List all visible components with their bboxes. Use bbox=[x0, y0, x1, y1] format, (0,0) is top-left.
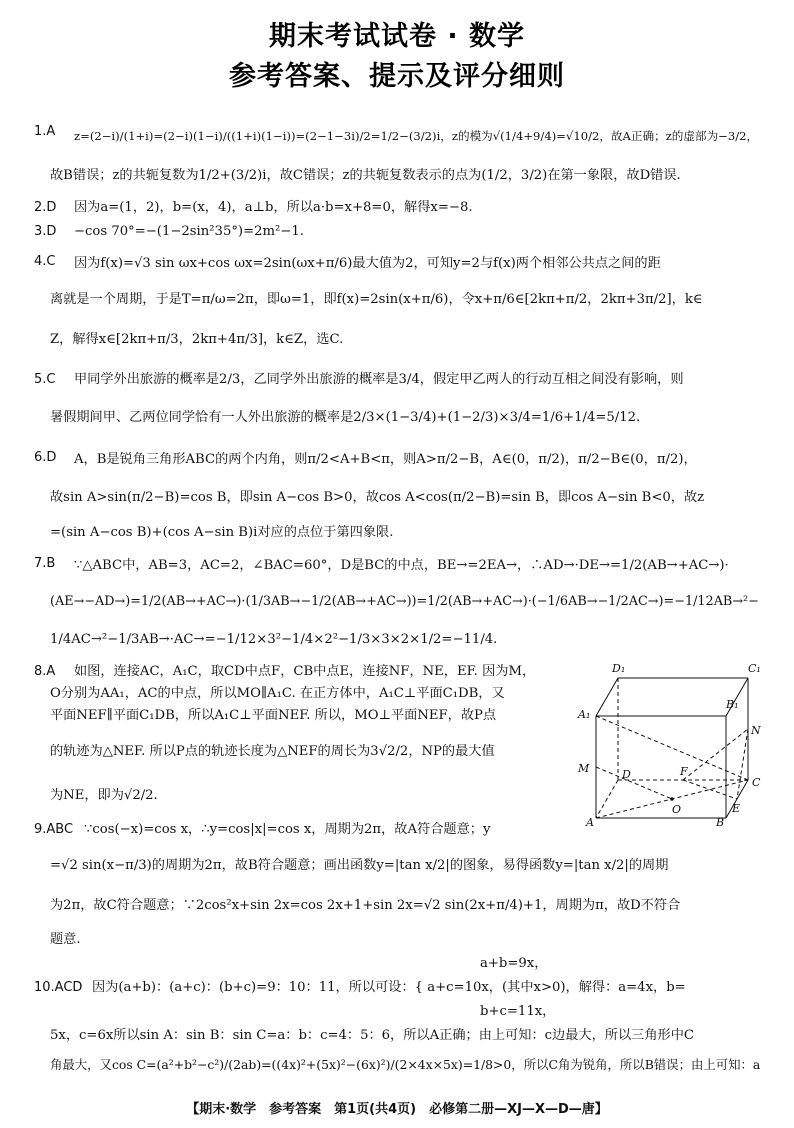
item-line: 为NE，即为√2/2. bbox=[50, 788, 158, 803]
item-line: 因为a=(1，2)，b=(x，4)，a⊥b，所以a·b=x+8=0，解得x=−8. bbox=[74, 200, 473, 215]
item-line: 故sin A>sin(π/2−B)=cos B，即sin A−cos B>0，故cos A<cos(π/2−B)=sin B，即cos A−sin B<0，故z bbox=[50, 490, 705, 505]
item-line: ∵cos(−x)=cos x，∴y=cos|x|=cos x，周期为2π，故A符合题意；y bbox=[84, 822, 491, 837]
item-number: 9.ABC bbox=[34, 822, 74, 837]
cube-figure bbox=[576, 658, 766, 828]
item-line: 的轨迹为△NEF. 所以P点的轨迹长度为△NEF的周长为3√2/2，NP的最大值 bbox=[50, 744, 495, 759]
item-number: 8.A bbox=[34, 664, 56, 679]
label-M: M bbox=[578, 762, 590, 775]
item-number: 4.C bbox=[34, 254, 56, 269]
item-line: 为2π，故C符合题意；∵2cos²x+sin 2x=cos 2x+1+sin 2x=√2 sin(2x+π/4)+1，周期为π，故D不符合 bbox=[50, 898, 681, 913]
label-C: C bbox=[752, 776, 761, 789]
item-line: 甲同学外出旅游的概率是2/3，乙同学外出旅游的概率是3/4，假定甲乙两人的行动互相之间没有影响，则 bbox=[74, 372, 684, 387]
item-line: A，B是锐角三角形ABC的两个内角，则π/2<A+B<π，则A>π/2−B，A∈(0，π/2)，π/2−B∈(0，π/2)， bbox=[74, 452, 697, 467]
item-number: 3.D bbox=[34, 224, 57, 239]
item-number: 1.A bbox=[34, 124, 56, 139]
label-C1: C₁ bbox=[748, 662, 761, 675]
item-line: O分别为AA₁，AC的中点，所以MO∥A₁C. 在正方体中，A₁C⊥平面C₁DB，又 bbox=[50, 686, 505, 701]
label-B: B bbox=[716, 816, 725, 828]
label-A1: A₁ bbox=[578, 708, 591, 721]
item-line: =√2 sin(x−π/3)的周期为2π，故B符合题意；画出函数y=|tan x/2|的图象，易得函数y=|tan x/2|的周期 bbox=[50, 858, 669, 873]
label-N: N bbox=[751, 724, 761, 737]
label-B1: B₁ bbox=[726, 698, 739, 711]
item-number: 7.B bbox=[34, 556, 56, 571]
item-number: 2.D bbox=[34, 200, 57, 215]
item-line: 因为f(x)=√3 sin ωx+cos ωx=2sin(ωx+π/6)最大值为2，可知y=2与f(x)两个相邻公共点之间的距 bbox=[74, 256, 661, 271]
item-line: Z，解得x∈[2kπ+π/3，2kπ+4π/3]，k∈Z，选C. bbox=[50, 332, 344, 347]
label-E: E bbox=[732, 802, 741, 815]
item-line: 如图，连接AC，A₁C，取CD中点F，CB中点E，连接NF，NE，EF. 因为M， bbox=[74, 664, 536, 679]
label-D: D bbox=[622, 768, 631, 781]
label-F: F bbox=[680, 765, 688, 778]
item-number: 10.ACD bbox=[34, 980, 83, 995]
item-line: 题意. bbox=[50, 932, 81, 947]
item-line: b+c=11x， bbox=[480, 1004, 556, 1019]
page-footer: 【期末·数学 参考答案 第1页(共4页) 必修第二册—XJ—X—D—唐】 bbox=[186, 1102, 608, 1117]
item-line: 角最大，又cos C=(a²+b²−c²)/(2ab)=((4x)²+(5x)²−(6x)²)/(2×4x×5x)=1/8>0，所以C角为锐角，所以B错误；由上可知：a bbox=[50, 1057, 761, 1072]
label-O: O bbox=[672, 803, 682, 816]
item-line: 平面NEF∥平面C₁DB，所以A₁C⊥平面NEF. 所以，MO⊥平面NEF，故P点 bbox=[50, 708, 497, 723]
label-A: A bbox=[586, 816, 594, 828]
label-D1: D₁ bbox=[612, 662, 626, 675]
item-line: 离就是一个周期，于是T=π/ω=2π，即ω=1，即f(x)=2sin(x+π/6)，令x+π/6∈[2kπ+π/2，2kπ+3π/2]，k∈ bbox=[50, 292, 703, 307]
item-number: 6.D bbox=[34, 450, 57, 465]
item-line: a+b=9x， bbox=[480, 956, 548, 971]
item-line: 5x，c=6x所以sin A：sin B：sin C=a：b：c=4：5：6，所以A正确；由上可知：c边最大，所以三角形中C bbox=[50, 1028, 694, 1043]
item-line: ∵△ABC中，AB=3，AC=2，∠BAC=60°，D是BC的中点，BE→=2EA→，∴AD→·DE→=1/2(AB→+AC→)· bbox=[74, 558, 729, 573]
item-line: 1/4AC→²−1/3AB→·AC→=−1/12×3²−1/4×2²−1/3×3×2×1/2=−11/4. bbox=[50, 632, 498, 647]
page-title: 期末考试试卷 · 数学 bbox=[268, 21, 526, 52]
item-line: 暑假期间甲、乙两位同学恰有一人外出旅游的概率是2/3×(1−3/4)+(1−2/3)×3/4=1/6+1/4=5/12. bbox=[50, 410, 641, 425]
item-line: −cos 70°=−(1−2sin²35°)=2m²−1. bbox=[74, 224, 304, 239]
item-line: z=(2−i)/(1+i)=(2−i)(1−i)/((1+i)(1−i))=(2−1−3i)/2=1/2−(3/2)i，z的模为√(1/4+9/4)=√10/2，故A正确；z的虚部为−3/2， bbox=[74, 129, 759, 143]
item-line: =(sin A−cos B)+(cos A−sin B)i对应的点位于第四象限. bbox=[50, 525, 394, 540]
cube-labels bbox=[577, 662, 761, 828]
item-number: 5.C bbox=[34, 372, 56, 387]
item-line: (AE→−AD→)=1/2(AB→+AC→)·(1/3AB→−1/2(AB→+AC→))=1/2(AB→+AC→)·(−1/6AB→−1/2AC→)=−1/12AB→²− bbox=[50, 594, 759, 609]
item-line: 因为(a+b)：(a+c)：(b+c)=9：10：11，所以可设：{ a+c=10x，(其中x>0)，解得：a=4x，b= bbox=[92, 980, 686, 995]
page-subtitle: 参考答案、提示及评分细则 bbox=[229, 61, 565, 92]
item-line: 故B错误；z的共轭复数为1/2+(3/2)i，故C错误；z的共轭复数表示的点为(1/2，3/2)在第一象限，故D错误. bbox=[50, 168, 681, 183]
